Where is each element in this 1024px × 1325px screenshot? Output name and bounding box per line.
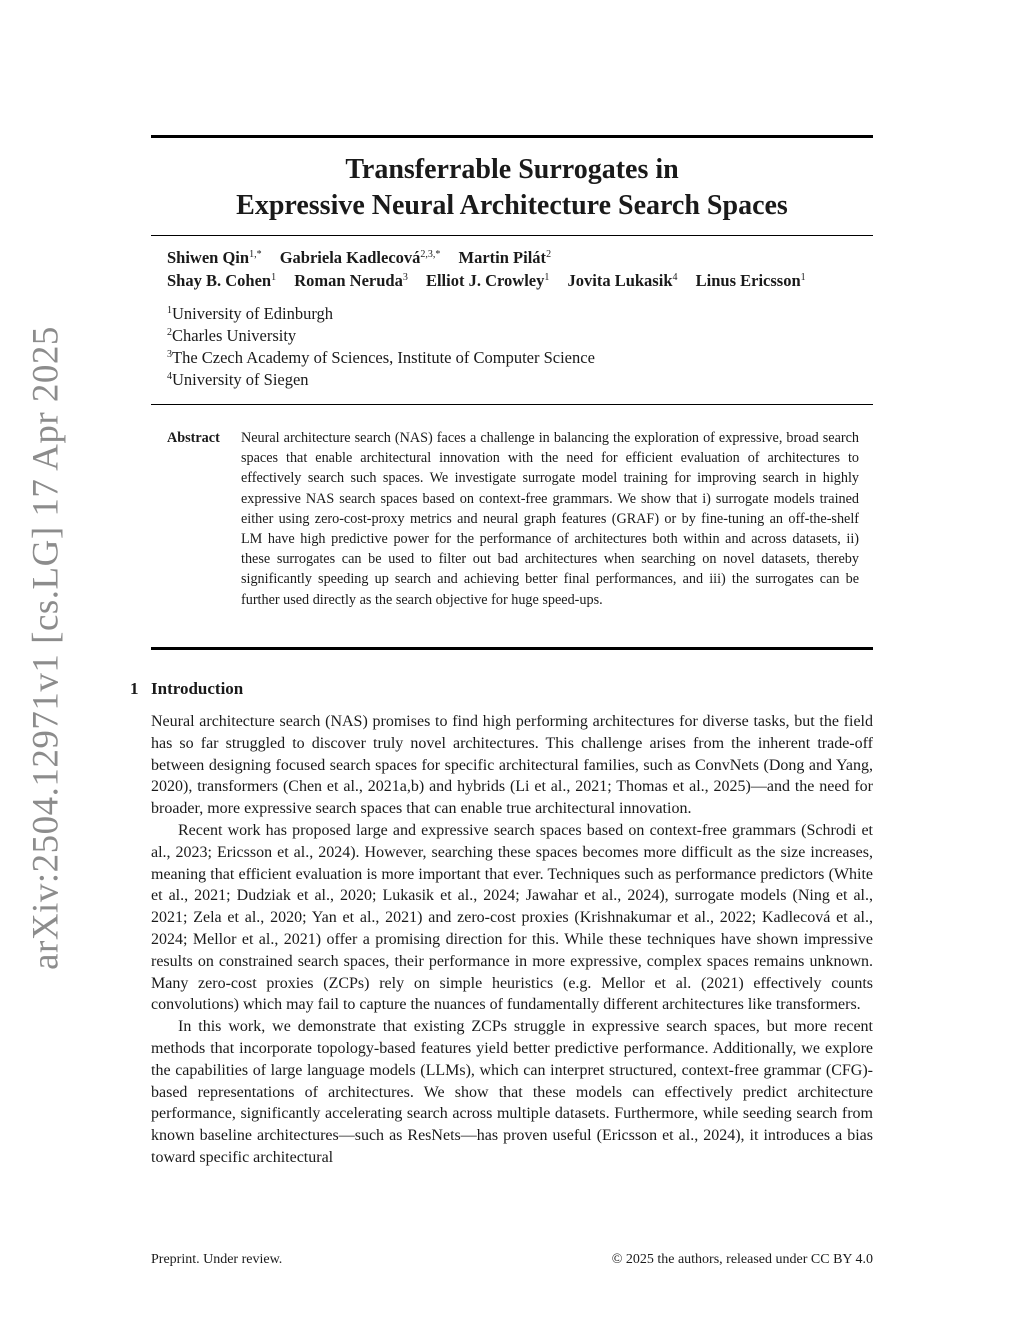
abstract-label: Abstract — [167, 430, 220, 446]
affiliation: $^3$The Czech Academy of Sciences, Institute of Computer Science — [167, 348, 595, 367]
author: Shay B. Cohen$^1$ — [167, 271, 277, 290]
author-line-2 — [167, 269, 867, 292]
author: Shiwen Qin$^{1,*}$ — [167, 248, 262, 267]
arxiv-side-stamp: arXiv:2504.12971v1 [cs.LG] 17 Apr 2025 — [25, 326, 67, 970]
abstract-text: Neural architecture search (NAS) faces a challenge in balancing the exploration of expressive, broad search spaces that enable architectural innovation with the need for efficient evaluation of architectures to effectively search such spaces. We investigate surrogate model training for improving search in highly expressive NAS search spaces based on context-free grammars. We show that i) surrogate models trained either using zero-cost-proxy metrics and neural graph features (GRAF) or by fine-tuning an off-the-shelf LM have high predictive power for the performance of architectures both within and across datasets, ii) these surrogates can be used to filter out bad architectures when searching on novel datasets, thereby significantly speeding up search and achieving better final performances, and iii) the surrogates can be further used directly as the search objective for huge speed-ups. — [241, 430, 859, 608]
affiliation: $^1$University of Edinburgh — [167, 304, 334, 323]
abstract-bottom-rule — [151, 647, 873, 650]
affiliation-rule — [151, 404, 873, 405]
paper-title — [151, 152, 873, 224]
affiliation-list — [167, 303, 867, 391]
paragraph: In this work, we demonstrate that existing ZCPs struggle in expressive search spaces, but more recent methods that incorporate topology-based features yield better predictive performance. Additionally, we explore the capabilities of large language models (LLMs), which can interpret structured, context-free grammar (CFG)-based representations of architectures. We show that these models can effectively predict architecture performance, significantly accelerating search across multiple datasets. Furthermore, while seeding search from known baseline architectures—such as ResNets—has proven useful (Ericsson et al., 2024), it introduces a bias toward specific architectural — [151, 1018, 873, 1166]
author-line-1 — [167, 246, 867, 269]
footer-license: © 2025 the authors, released under CC BY 4.0 — [611, 1252, 873, 1267]
paragraph: Neural architecture search (NAS) promises to find high performing architectures for diverse tasks, but the field has so far struggled to discover truly novel architectures. This challenge arises from the inherent trade-off between designing focused search spaces for specific architectural families, such as ConvNets (Dong and Yang, 2020), transformers (Chen et al., 2021a,b) and hybrids (Li et al., 2021; Thomas et al., 2025)—and the need for broader, more expressive search spaces that can enable true architectural innovation. — [151, 713, 873, 818]
section-title: Introduction — [151, 679, 244, 698]
abstract — [167, 428, 859, 610]
title-line-1: Transferrable Surrogates in — [345, 154, 679, 185]
title-rule — [151, 235, 873, 236]
top-rule — [151, 135, 873, 138]
section-number: 1 — [130, 679, 139, 698]
author: Jovita Lukasik$^4$ — [567, 271, 678, 290]
affiliation: $^4$University of Siegen — [167, 370, 309, 389]
author: Linus Ericsson$^1$ — [695, 271, 806, 290]
author: Elliot J. Crowley$^1$ — [425, 271, 550, 290]
introduction-body — [151, 711, 873, 1169]
title-line-2: Expressive Neural Architecture Search Spaces — [236, 190, 788, 221]
affiliation: $^2$Charles University — [167, 326, 297, 345]
author-list — [167, 246, 867, 292]
author: Gabriela Kadlecová$^{2,3,*}$ — [279, 248, 441, 267]
footer-preprint-note: Preprint. Under review. — [151, 1252, 283, 1267]
paragraph: Recent work has proposed large and expressive search spaces based on context-free grammars (Schrodi et al., 2023; Ericsson et al., 2024). However, searching these spaces becomes more difficult as the size increases, meaning that efficient evaluation is more important that ever. Techniques such as performance predictors (White et al., 2021; Dudziak et al., 2020; Lukasik et al., 2024; Jawahar et al., 2024), surrogate models (Ning et al., 2021; Zela et al., 2020; Yan et al., 2021) and zero-cost proxies (Krishnakumar et al., 2022; Kadlecová et al., 2024; Mellor et al., 2021) offer a promising direction for this. While these techniques have shown impressive results on constrained search spaces, their performance in more expressive, complex spaces remains unknown. Many zero-cost proxies (ZCPs) rely on simple heuristics (e.g. Mellor et al. (2021) effectively counts convolutions) which may fail to capture the nuances of fundamentally different architectures like transformers. — [151, 821, 873, 1014]
author: Roman Neruda$^3$ — [294, 271, 408, 290]
author: Martin Pilát$^2$ — [458, 248, 552, 267]
